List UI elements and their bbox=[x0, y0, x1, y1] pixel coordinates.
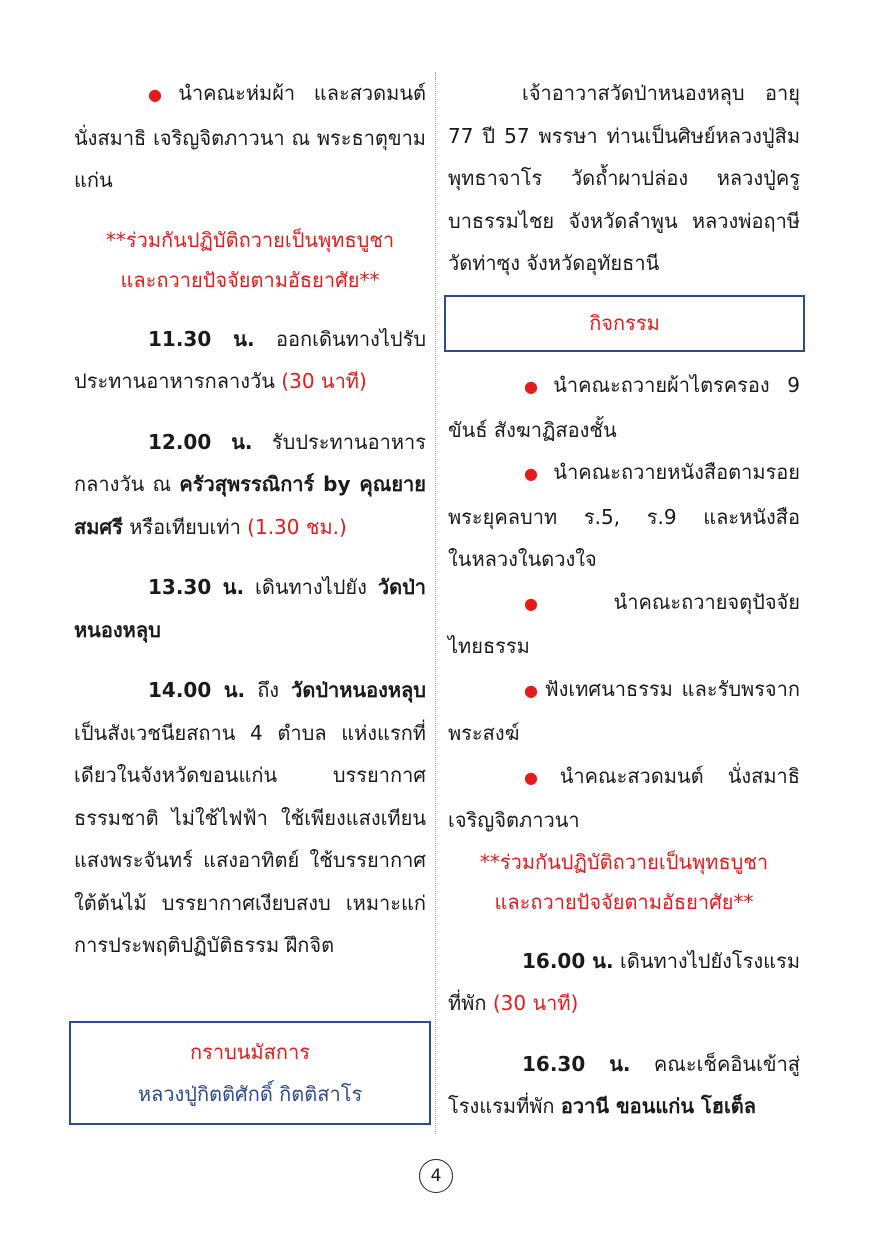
duration-1130: (30 นาที) bbox=[281, 369, 367, 393]
activity-item-2 bbox=[448, 451, 800, 581]
monk-name: หลวงปู่กิตติศักดิ์ กิตติสาโร bbox=[137, 1082, 363, 1106]
schedule-1630 bbox=[448, 1043, 800, 1128]
left-activity-text: นำคณะห่มผ้า และสวดมนต์ นั่งสมาธิ เจริญจิตภาวนา ณ พระธาตุขามแก่น bbox=[74, 81, 426, 192]
schedule-1400 bbox=[74, 669, 426, 967]
time-1600: 16.00 น. bbox=[522, 948, 614, 973]
time-1330: 13.30 น. bbox=[148, 575, 245, 599]
text-1200-alt: หรือเทียบเท่า bbox=[129, 514, 241, 539]
right-column bbox=[448, 72, 800, 285]
text-1200: รับประทานอาหารกลางวัน ณ bbox=[74, 429, 426, 496]
activity-item-4 bbox=[448, 668, 800, 755]
time-1400: 14.00 น. bbox=[148, 678, 246, 702]
right-note-line2: และถวายปัจจัยตามอัธยาศัย** bbox=[494, 889, 754, 914]
homage-title: กราบนมัสการ bbox=[190, 1040, 310, 1064]
text-1600: เดินทางไปยังโรงแรมที่พัก bbox=[448, 948, 800, 1015]
column-divider bbox=[435, 72, 436, 1134]
bullet-icon: ● bbox=[524, 593, 610, 613]
bullet-icon: ● bbox=[524, 377, 550, 396]
abbot-intro: เจ้าอาวาสวัดป่าหนองหลุบ อายุ 77 ปี 57 พรรษา ท่านเป็นศิษย์หลวงปู่สิม พุทธาจาโร วัดถ้ำผาปล่อง หลวงปู่ครูบาธรรมไชย จังหวัดลำพูน หลวงพ่อฤาษี วัดท่าซุง จังหวัดอุทัยธานี bbox=[448, 81, 800, 275]
temple-name-1330: วัดป่าหนองหลุบ bbox=[74, 575, 427, 642]
activity-item-4-text: ฟังเทศนาธรรม และรับพรจากพระสงฆ์ bbox=[448, 676, 800, 745]
text-1630: คณะเช็คอินเข้าสู่โรงแรมที่พัก bbox=[448, 1051, 801, 1118]
right-note-line1: **ร่วมกันปฏิบัติถวายเป็นพุทธบูชา bbox=[479, 849, 769, 874]
activity-item-5-text: นำคณะสวดมนต์ นั่งสมาธิ เจริญจิตภาวนา bbox=[448, 763, 800, 832]
restaurant-name: ครัวสุพรรณิการ์ by คุณยายสมศรี bbox=[74, 472, 427, 539]
activity-item-2-text: นำคณะถวายหนังสือตามรอยพระยุคลบาท ร.5, ร.9 และหนังสือในหลวงในดวงใจ bbox=[448, 460, 800, 571]
bullet-icon: ● bbox=[148, 85, 175, 104]
activity-item-1-text: นำคณะถวายผ้าไตรครอง 9 ขันธ์ สังฆาฏิสองชั้น bbox=[448, 373, 800, 442]
left-activity-item bbox=[74, 72, 426, 202]
left-note-line2: และถวายปัจจัยตามอัธยาศัย** bbox=[120, 267, 380, 292]
schedule-1200 bbox=[74, 421, 426, 549]
right-note bbox=[448, 842, 800, 922]
bullet-icon: ● bbox=[524, 464, 550, 483]
activity-heading-box bbox=[444, 295, 805, 352]
time-1130: 11.30 น. bbox=[148, 326, 255, 351]
duration-1200: (1.30 ชม.) bbox=[247, 514, 347, 539]
duration-1600: (30 นาที) bbox=[492, 991, 579, 1015]
schedule-1600 bbox=[448, 940, 800, 1025]
bullet-icon: ● bbox=[524, 680, 541, 700]
text-1330: เดินทางไปยัง bbox=[255, 575, 367, 599]
schedule-1130 bbox=[74, 318, 426, 403]
left-note-line1: **ร่วมกันปฏิบัติถวายเป็นพุทธบูชา bbox=[105, 227, 395, 252]
activity-item-3 bbox=[448, 581, 800, 668]
activity-item-1 bbox=[448, 364, 800, 451]
activity-item-3-text: นำคณะถวายจตุปัจจัยไทยธรรม bbox=[448, 589, 800, 658]
temple-description: เป็นสังเวชนียสถาน 4 ตำบล แห่งแรกที่เดียวในจังหวัดขอนแก่น บรรยากาศธรรมชาติ ไม่ใช้ไฟฟ้า ใช้เพียงแสงเทียน แสงพระจันทร์ แสงอาทิตย์ ใช้บรรยากาศใต้ต้นไม้ บรรยากาศเงียบสงบ เหมาะแก่การประพฤติปฏิบัติธรรม ฝึกจิต bbox=[74, 720, 426, 957]
activity-item-5 bbox=[448, 755, 800, 842]
temple-name-1400: วัดป่าหนองหลุบ bbox=[291, 678, 427, 702]
time-1630: 16.30 น. bbox=[522, 1051, 631, 1076]
schedule-1330 bbox=[74, 566, 426, 651]
page-number: 4 bbox=[419, 1159, 453, 1193]
time-1200: 12.00 น. bbox=[148, 429, 253, 454]
activity-heading: กิจกรรม bbox=[589, 311, 660, 335]
left-note bbox=[74, 220, 426, 300]
right-activities bbox=[448, 364, 800, 1128]
left-column bbox=[74, 72, 426, 967]
hotel-name: อวานี ขอนแก่น โฮเต็ล bbox=[560, 1094, 757, 1118]
bullet-icon: ● bbox=[524, 767, 556, 787]
text-1400-arrive: ถึง bbox=[257, 678, 280, 702]
homage-box bbox=[69, 1021, 431, 1125]
text-1130: ออกเดินทางไปรับประทานอาหารกลางวัน bbox=[74, 326, 427, 393]
